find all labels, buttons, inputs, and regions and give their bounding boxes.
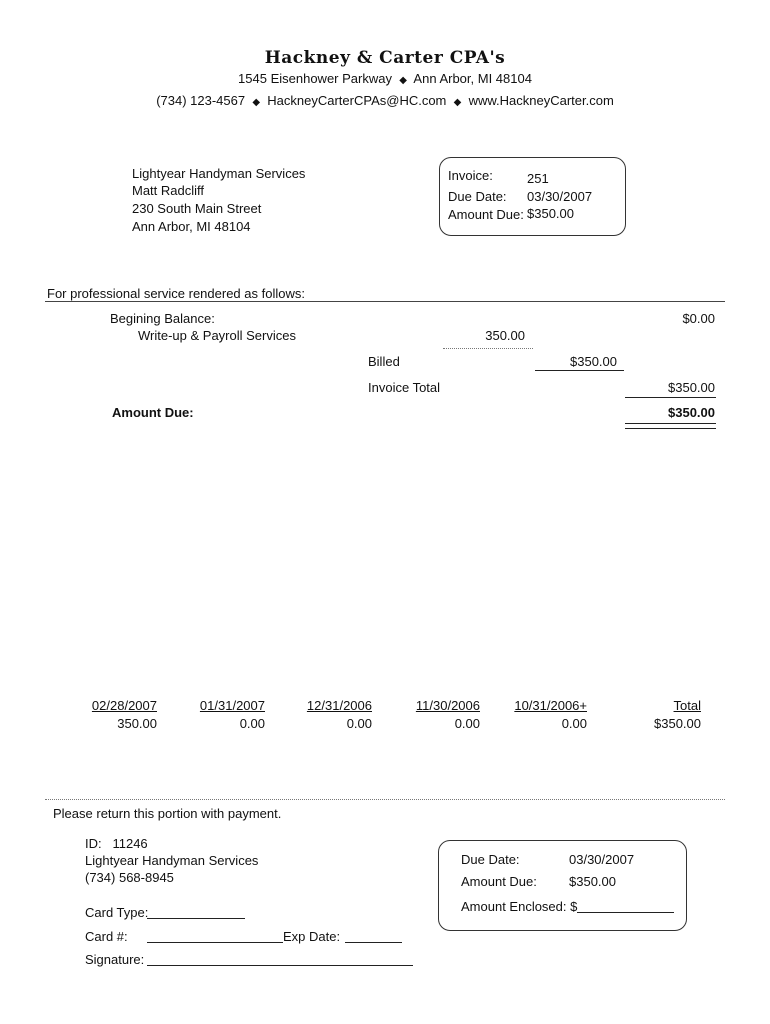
client-street: 230 South Main Street [132, 201, 262, 216]
section-divider [45, 301, 725, 302]
aging-header: 10/31/2006+ [514, 698, 587, 713]
beginning-balance-value: $0.00 [682, 311, 715, 326]
remit-amount-due-label: Amount Due: [461, 874, 537, 889]
aging-header-total: Total [673, 698, 701, 713]
aging-header: 11/30/2006 [415, 698, 480, 713]
firm-website[interactable]: www.HackneyCarter.com [468, 93, 614, 108]
billed-value: $350.00 [570, 354, 617, 369]
card-type-field[interactable] [147, 918, 245, 919]
card-number-field[interactable] [147, 942, 283, 943]
card-number-label: Card #: [85, 929, 128, 944]
firm-contact-line [0, 93, 770, 108]
firm-phone: (734) 123-4567 [156, 93, 246, 108]
invoice-number-value: 251 [527, 171, 549, 186]
card-type-label: Card Type: [85, 905, 149, 920]
double-rule-bottom [625, 428, 716, 429]
invoice-amount-due-label: Amount Due: [448, 207, 524, 222]
aging-value: 0.00 [454, 716, 480, 731]
amount-enclosed-label: Amount Enclosed: $ [461, 899, 578, 914]
beginning-balance-label: Begining Balance: [110, 311, 215, 326]
double-rule-top [625, 423, 716, 424]
remit-due-date-label: Due Date: [461, 852, 520, 867]
firm-address: 1545 Eisenhower Parkway [238, 71, 392, 86]
diamond-separator-icon: ◆ [453, 97, 462, 108]
client-contact: Matt Radcliff [132, 183, 205, 198]
firm-email[interactable]: HackneyCarterCPAs@HC.com [267, 93, 447, 108]
aging-value: 0.00 [346, 716, 372, 731]
total-rule [625, 397, 716, 398]
aging-header: 12/31/2006 [306, 698, 372, 713]
invoice-due-date-value: 03/30/2007 [527, 189, 593, 204]
exp-date-field[interactable] [345, 942, 402, 943]
signature-label: Signature: [85, 952, 145, 967]
exp-date-label: Exp Date: [283, 929, 341, 944]
amount-enclosed-field[interactable] [577, 912, 674, 913]
remit-due-date-value: 03/30/2007 [569, 852, 635, 867]
diamond-separator-icon: ◆ [399, 75, 407, 86]
subtotal-rule [443, 348, 533, 349]
aging-value: 0.00 [561, 716, 587, 731]
invoice-total-value: $350.00 [668, 380, 715, 395]
aging-value: 350.00 [117, 716, 157, 731]
aging-header: 02/28/2007 [91, 698, 157, 713]
tear-off-line [45, 799, 725, 800]
remit-client-name: Lightyear Handyman Services [85, 853, 259, 868]
billed-label: Billed [368, 354, 400, 369]
client-city: Ann Arbor, MI 48104 [132, 219, 251, 234]
billed-rule [535, 370, 624, 371]
services-heading: For professional service rendered as follows: [47, 286, 305, 301]
aging-value-total: $350.00 [654, 716, 701, 731]
remit-instruction: Please return this portion with payment. [53, 806, 282, 821]
diamond-separator-icon: ◆ [252, 97, 261, 108]
invoice-number-label: Invoice: [448, 168, 493, 183]
aging-value: 0.00 [239, 716, 265, 731]
firm-city: Ann Arbor, MI 48104 [413, 71, 532, 86]
service-item-label: Write-up & Payroll Services [138, 328, 296, 343]
remit-amount-due-value: $350.00 [569, 874, 616, 889]
invoice-total-label: Invoice Total [368, 380, 441, 395]
amount-due-value: $350.00 [668, 405, 715, 420]
firm-address-line [0, 71, 770, 86]
remit-id-label: ID: [85, 836, 102, 851]
firm-name: Hackney & Carter CPA's [264, 48, 506, 68]
client-name: Lightyear Handyman Services [132, 166, 306, 181]
aging-header: 01/31/2007 [199, 698, 265, 713]
signature-field[interactable] [147, 965, 413, 966]
invoice-amount-due-value: $350.00 [527, 206, 574, 221]
amount-due-label: Amount Due: [112, 405, 194, 420]
service-item-amount: 350.00 [485, 328, 525, 343]
remit-id [85, 836, 148, 851]
remit-id-value: 11246 [112, 836, 148, 851]
remit-client-phone: (734) 568-8945 [85, 870, 174, 885]
invoice-due-date-label: Due Date: [448, 189, 507, 204]
